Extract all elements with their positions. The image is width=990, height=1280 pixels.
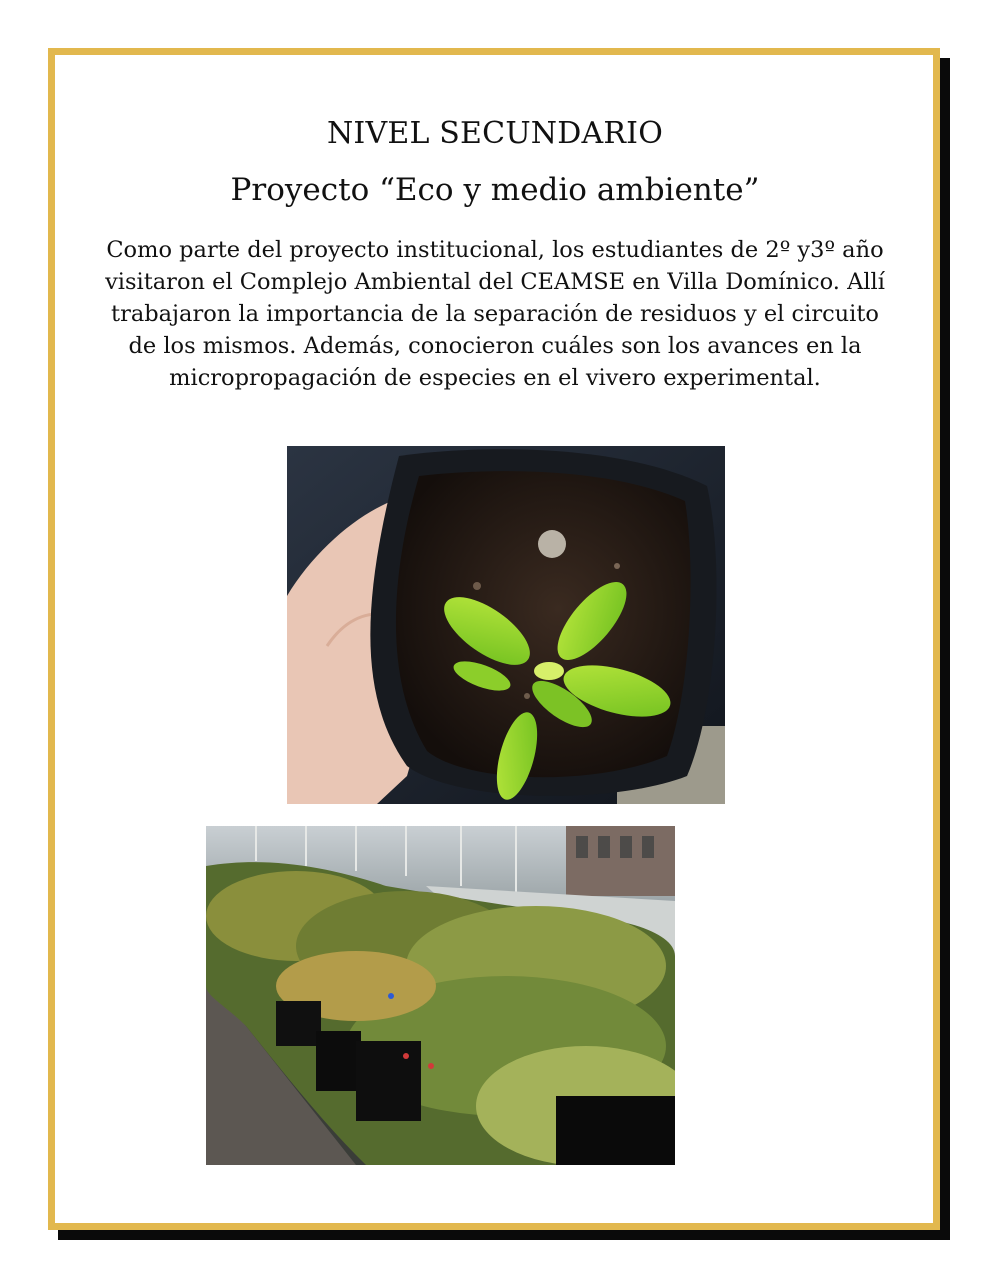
project-description: Como parte del proyecto institucional, los estudiantes de 2º y3º año visitaron el Complejo Ambiental del CEAMSE en Villa Domínico. Allí trabajaron la importancia de la separación de residuos y el circuito de los mismos. Además, conocieron cuáles son los avances en la micropropagación de especies en el vivero experimental. xyxy=(105,237,885,391)
project-title: Proyecto “Eco y medio ambiente” xyxy=(230,172,760,208)
seedling-photo xyxy=(287,446,725,804)
section-heading: NIVEL SECUNDARIO xyxy=(326,116,663,151)
nursery-image xyxy=(206,826,675,1165)
nursery-photo xyxy=(206,826,675,1165)
seedling-image xyxy=(287,446,725,804)
